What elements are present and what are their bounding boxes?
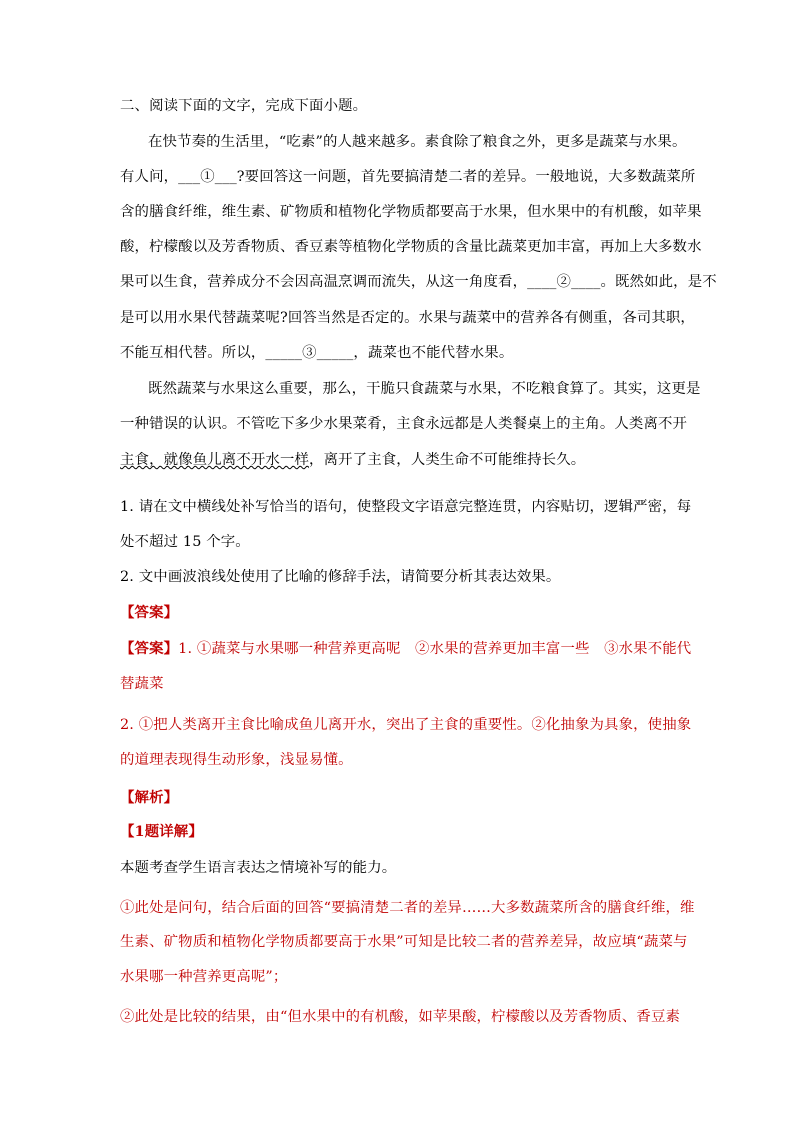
passage-line: 是可以用水果代替蔬菜呢?回答当然是否定的。水果与蔬菜中的营养各有侧重，各司其职， (120, 310, 695, 326)
blank-2: ____②____ (527, 274, 601, 290)
detail-explanation: 水果哪一种营养更高呢”； (120, 969, 288, 985)
section-heading: 二、阅读下面的文字，完成下面小题。 (120, 98, 368, 114)
passage-line: 既然蔬菜与水果这么重要，那么，干脆只食蔬菜与水果，不吃粮食算了。其实，这更是 (148, 381, 701, 397)
passage-line: 一种错误的认识。不管吃下多少水果菜肴，主食永远都是人类餐桌上的主角。人类离不开 (120, 416, 688, 432)
detail-intro: 本题考查学生语言表达之情境补写的能力。 (120, 860, 397, 876)
passage-line: 主食，就像鱼儿离不开水一样，离开了主食，人类生命不可能维持长久。 (120, 452, 586, 468)
blank-1: ___①___ (178, 169, 237, 185)
answer-1: 【答案】1. ①蔬菜与水果哪一种营养更高呢 ②水果的营养更加丰富一些 ③水果不能代 (120, 640, 692, 657)
detail-explanation: ①此处是问句，结合后面的回答“要搞清楚二者的差异……大多数蔬菜所含的膳食纤维，维 (120, 900, 695, 916)
question-2: 2. 文中画波浪线处使用了比喻的修辞手法，请简要分析其表达效果。 (120, 569, 561, 585)
detail-explanation: 生素、矿物质和植物化学物质都要高于水果”可知是比较二者的营养差异，故应填“蔬菜与 (120, 934, 688, 950)
answer-2: 2. ①把人类离开主食比喻成鱼儿离开水，突出了主食的重要性。②化抽象为具象，使抽象 (120, 717, 692, 733)
detail-explanation: ②此处是比较的结果，由“但水果中的有机酸，如苹果酸，柠檬酸以及芳香物质、香豆素 (120, 1009, 681, 1025)
passage-line: 不能互相代替。所以，_____③_____，蔬菜也不能代替水果。 (120, 345, 514, 361)
detail-header: 【1题详解】 (120, 823, 203, 840)
wavy-underlined-text: 主食，就像鱼儿离不开水一样 (120, 452, 310, 468)
blank-3: _____③_____ (265, 345, 354, 361)
answer-1-cont: 替蔬菜 (120, 676, 164, 692)
passage-line: 酸，柠檬酸以及芳香物质、香豆素等植物化学物质的含量比蔬菜更加丰富，再加上大多数水 (120, 239, 702, 255)
answer-header: 【答案】 (120, 604, 179, 621)
analysis-header: 【解析】 (120, 789, 179, 806)
answer-2-cont: 的道理表现得生动形象，浅显易懂。 (120, 752, 353, 768)
question-1-cont: 处不超过 15 个字。 (120, 534, 250, 550)
passage-line: 有人问，___①___?要回答这一问题，首先要搞清楚二者的差异。一般地说，大多数蔬菜所 (120, 169, 696, 185)
passage-line: 在快节奏的生活里，“吃素”的人越来越多。素食除了粮食之外，更多是蔬菜与水果。 (148, 134, 687, 150)
passage-line: 含的膳食纤维，维生素、矿物质和植物化学物质都要高于水果，但水果中的有机酸，如苹果 (120, 204, 702, 220)
question-1: 1. 请在文中横线处补写恰当的语句，使整段文字语意完整连贯，内容贴切，逻辑严密，每 (120, 499, 692, 515)
passage-line: 果可以生食，营养成分不会因高温烹调而流失，从这一角度看，____②____。既然如此，是不 (120, 274, 717, 290)
